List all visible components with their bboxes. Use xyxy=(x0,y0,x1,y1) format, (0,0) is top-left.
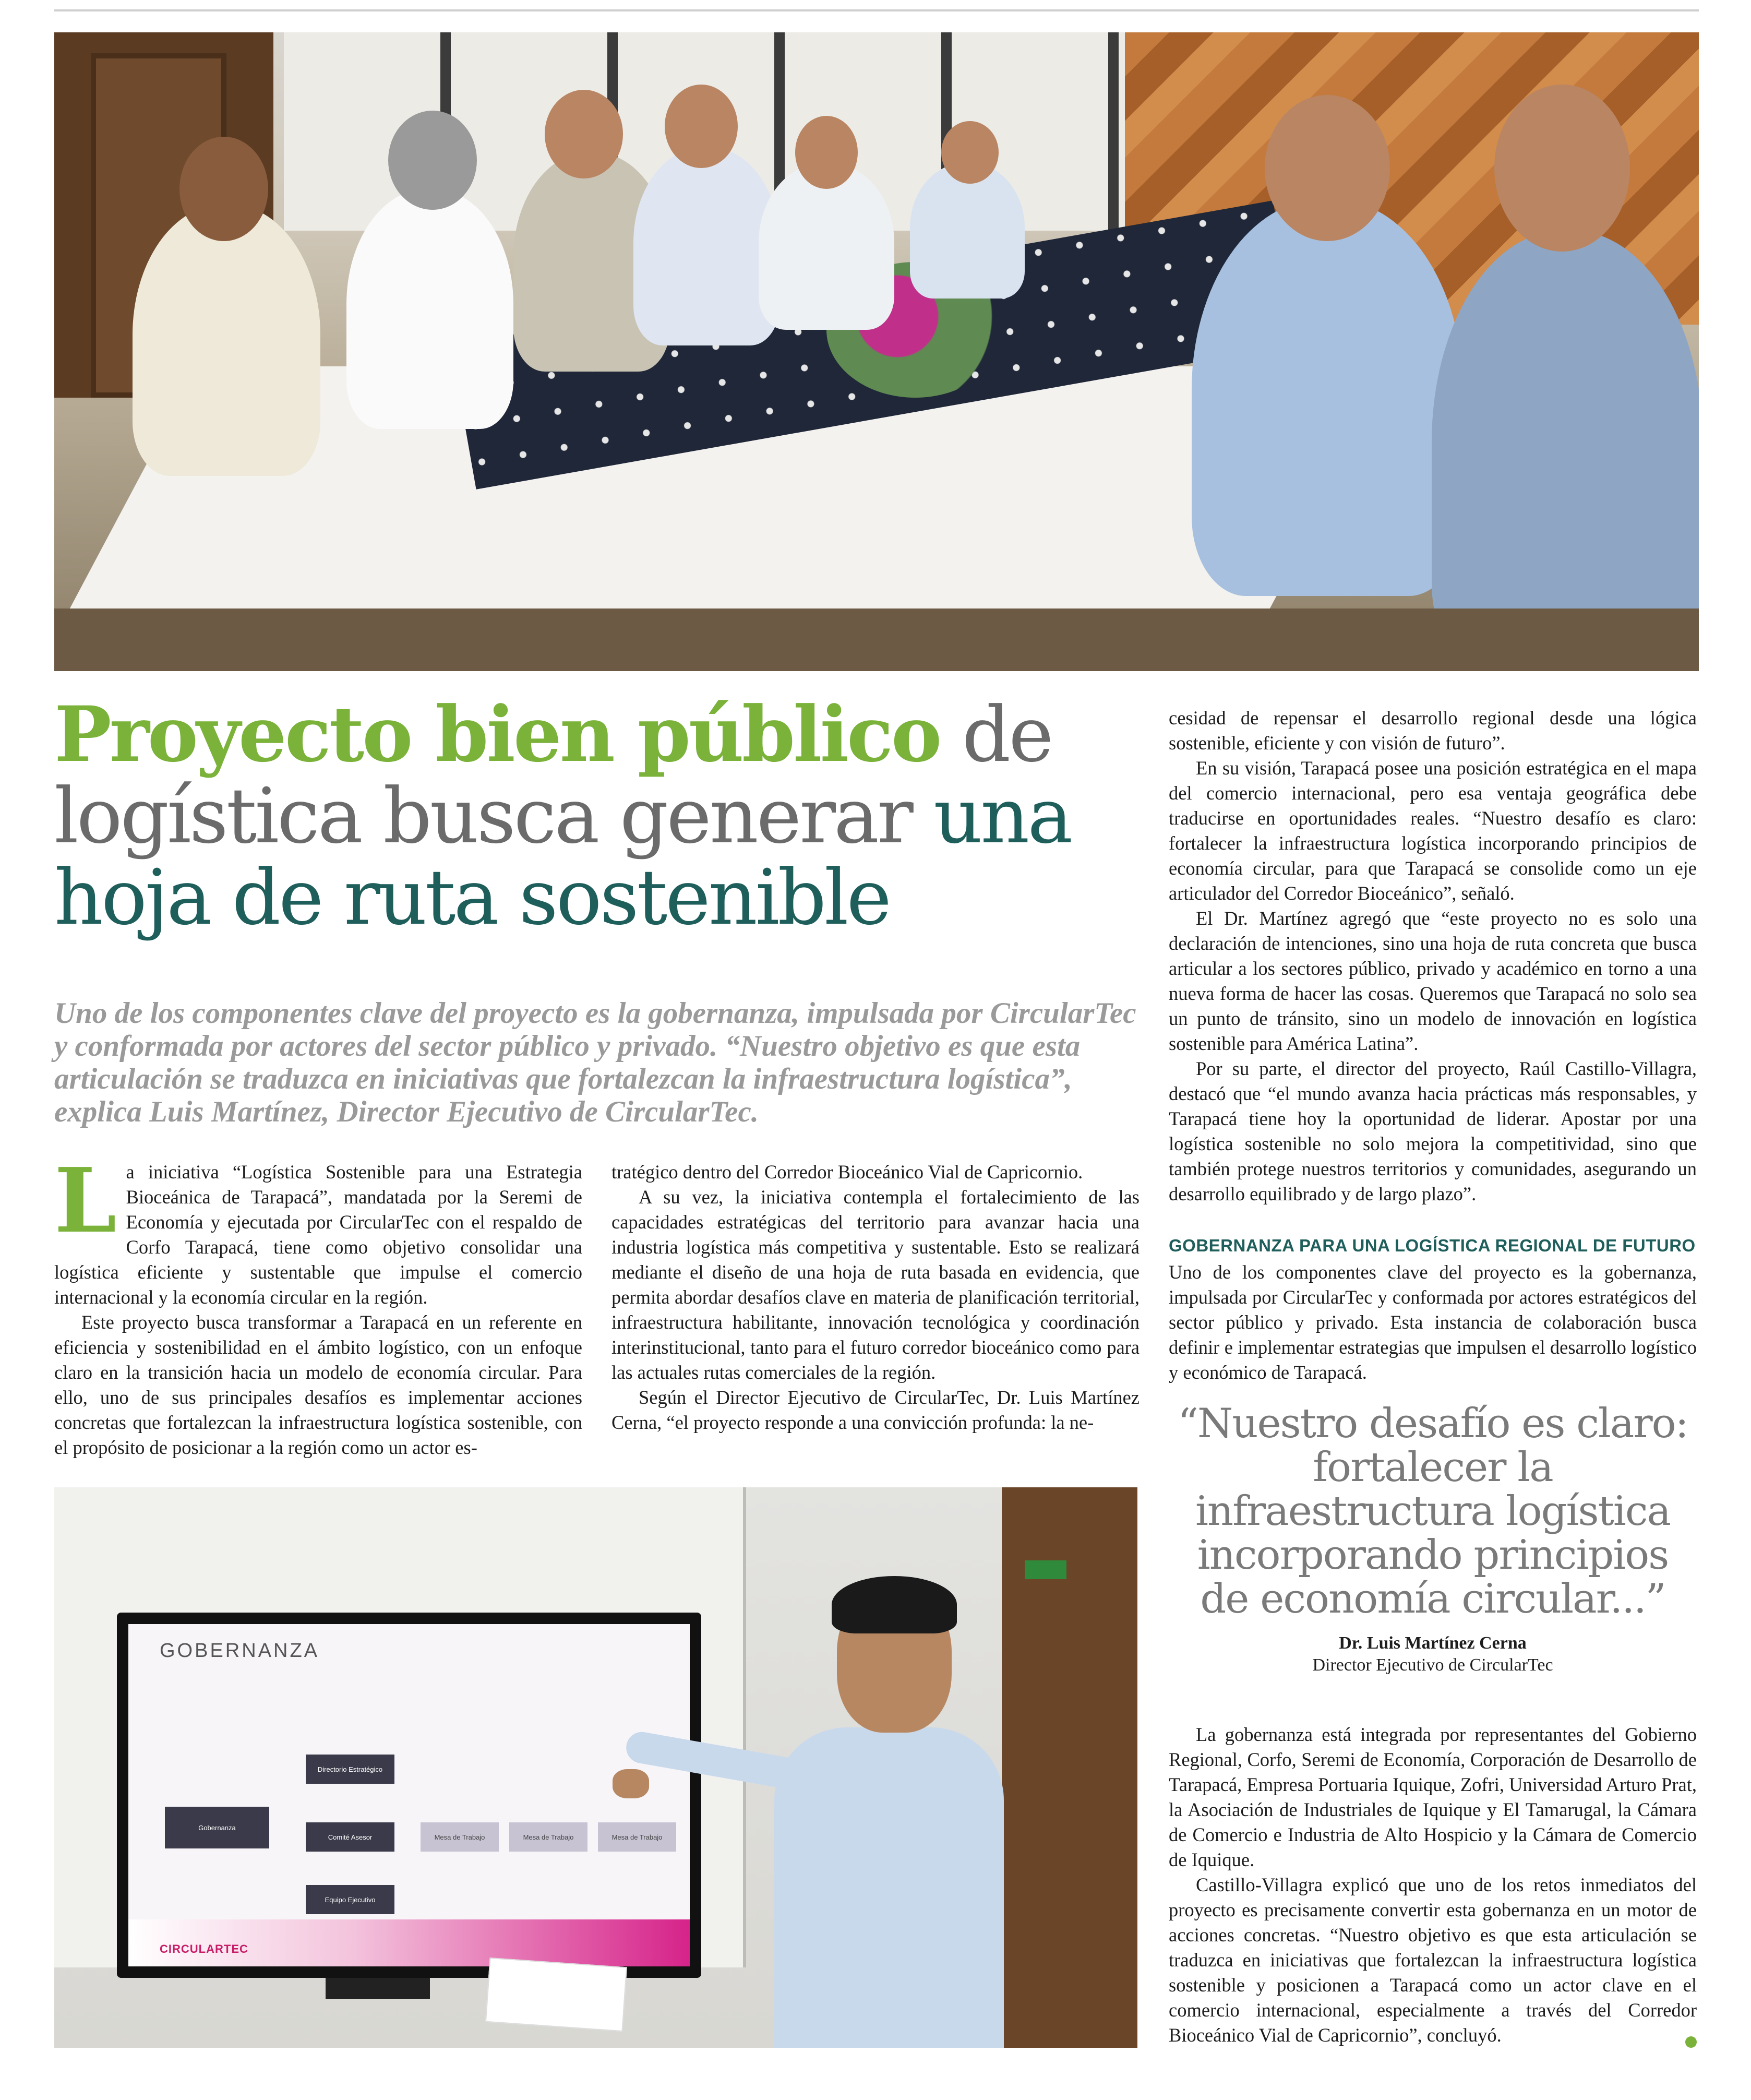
photo-person-head xyxy=(545,90,623,178)
photo-tv-stand xyxy=(326,1978,430,1999)
pull-quote-role: Director Ejecutivo de CircularTec xyxy=(1312,1655,1553,1675)
photo-wood-wall xyxy=(1002,1487,1137,2048)
lede: Uno de los componentes clave del proyecto es la gobernanza, impulsada por CircularTec y conformada por actores del sector público y privado. “Nuestro objetivo es que esta articulación se traduzca en iniciativas que fortalezcan la infraestructura logística”, explica Luis Martínez, Director Ejecutivo de CircularTec. xyxy=(54,997,1136,1128)
slide-box: Gobernanza xyxy=(165,1807,269,1848)
headline-end: una hoja de ruta sostenible xyxy=(54,772,1071,942)
top-rule xyxy=(54,9,1699,11)
photo-presenter-hand xyxy=(613,1769,649,1798)
pull-quote-name: Dr. Luis Martínez Cerna xyxy=(1339,1633,1527,1653)
end-mark xyxy=(1685,2036,1697,2048)
photo-person xyxy=(346,189,513,429)
paragraph: El Dr. Martínez agregó que “este proyecto no es solo una declaración de intenciones, sino una hoja de ruta concreta que busca articular a los sectores público, privado y académico en torno a una nueva forma de hacer las cosas. Queremos que Tarapacá no solo sea un punto de tránsito, sino un modelo de innovación en logística sostenible para América Latina”. xyxy=(1169,908,1697,1054)
slide-box: Comité Asesor xyxy=(306,1822,394,1852)
body-column-3-section xyxy=(1169,1260,1697,1385)
body-column-3 xyxy=(1169,706,1697,1207)
slide-logo: CIRCULARTEC xyxy=(160,1942,248,1955)
photo-paper xyxy=(485,1958,627,2032)
slide-box: Mesa de Trabajo xyxy=(509,1822,587,1852)
paragraph: cesidad de repensar el desarrollo regional desde una lógica sostenible, eficiente y con visión de futuro”. xyxy=(1169,707,1697,754)
photo-person-head xyxy=(665,85,738,168)
headline-middle: de logística busca generar xyxy=(54,690,1052,861)
paragraph-text: a iniciativa “Logística Sostenible para una Estrategia Bioceánica de Tarapacá”, mandatada por la Seremi de Economía y ejecutada por CircularTec con el respaldo de Corfo Tarapacá, tiene como objetivo consolidar una logística eficiente y sustentable que impulse el comercio internacional y la economía circular en la región. xyxy=(54,1161,582,1308)
body-column-2 xyxy=(611,1160,1140,1435)
photo-tv xyxy=(117,1613,701,1978)
body-column-3-end xyxy=(1169,1722,1697,2048)
paragraph: Este proyecto busca transformar a Tarapacá en un referente en eficiencia y sostenibilidad en el ámbito logístico, con un enfoque claro en la transición hacia un modelo de economía circular. Para ello, uno de sus principales desafíos es implementar acciones concretas que fortalezcan la infraestructura logística sostenible, con el propósito de posicionar a la región como un actor es- xyxy=(54,1311,582,1458)
paragraph: Según el Director Ejecutivo de CircularTec, Dr. Luis Martínez Cerna, “el proyecto responde a una convicción profunda: la ne- xyxy=(611,1387,1140,1433)
meeting-photo xyxy=(54,32,1699,671)
slide-box: Directorio Estratégico xyxy=(306,1755,394,1784)
paragraph xyxy=(54,1149,582,1310)
paragraph: tratégico dentro del Corredor Bioceánico Vial de Capricornio. xyxy=(611,1161,1083,1183)
photo-slide xyxy=(128,1624,690,1966)
photo-person xyxy=(133,205,320,476)
body-column-1 xyxy=(54,1149,582,1460)
paragraph: En su visión, Tarapacá posee una posición estratégica en el mapa del comercio internacional, pero esa ventaja geográfica debe traducirse en oportunidades reales. “Nuestro desafío es claro: fortalecer la infraestructura logística incorporando principios de economía circular, para que Tarapacá se consolide como un eje articulador del Corredor Bioceánico”, señaló. xyxy=(1169,757,1697,904)
slide-box: Mesa de Trabajo xyxy=(421,1822,499,1852)
photo-person xyxy=(633,147,779,345)
paragraph: A su vez, la iniciativa contempla el fortalecimiento de las capacidades estratégicas del territorio para avanzar hacia una industria logística más competitiva y sustentable. Esto se realizará mediante el diseño de una hoja de ruta basada en evidencia, que permita abordar desafíos clave en materia de planificación territorial, infraestructura habilitante, innovación tecnológica y coordinación interinstitucional, tanto para el futuro corredor bioceánico como para las actuales rutas comerciales de la región. xyxy=(611,1186,1140,1383)
photo-person-head xyxy=(388,111,477,210)
photo-person-head xyxy=(941,121,999,184)
paragraph: La gobernanza está integrada por representantes del Gobierno Regional, Corfo, Seremi de Economía, Corporación de Desarrollo de Tarapacá, Empresa Portuaria Iquique, Zofri, Universidad Arturo Prat, la Asociación de Industriales de Iquique y El Tamarugal, la Cámara de Comercio e Industria de Alto Hospicio y la Cámara de Comercio de Iquique. xyxy=(1169,1724,1697,1870)
paragraph: Por su parte, el director del proyecto, Raúl Castillo-Villagra, destacó que “el mundo avanza hacia prácticas más responsables, y Tarapacá tiene hoy la oportunidad de liderar. Apostar por una logística sostenible no solo mejora la competitividad, sino que también protege nuestros territorios y comunidades, asegurando un desarrollo equilibrado y de largo plazo”. xyxy=(1169,1058,1697,1204)
slide-title: GOBERNANZA xyxy=(160,1640,320,1662)
photo-person xyxy=(1192,199,1463,596)
presentation-photo xyxy=(54,1487,1137,2048)
slide-box: Equipo Ejecutivo xyxy=(306,1885,394,1914)
dropcap: L xyxy=(54,1149,117,1253)
section-subhead: GOBERNANZA PARA UNA LOGÍSTICA REGIONAL DE FUTURO xyxy=(1169,1236,1696,1255)
headline xyxy=(54,690,1140,942)
photo-person-head xyxy=(1494,85,1630,252)
pull-quote: “Nuestro desafío es claro: fortalecer la infraestructura logística incorporando principios de economía circular...” xyxy=(1178,1400,1688,1622)
photo-person-head xyxy=(179,137,268,241)
photo-person-head xyxy=(1265,95,1390,241)
photo-person-head xyxy=(795,116,858,189)
photo-floor xyxy=(54,608,1699,671)
photo-exit-sign xyxy=(1025,1560,1066,1579)
paragraph: Castillo-Villagra explicó que uno de los retos inmediatos del proyecto es precisamente convertir esta gobernanza en un motor de acciones concretas. “Nuestro objetivo es que esta articulación se traduzca en iniciativas que fortalezcan la infraestructura logística sostenible y posicionen a Tarapacá como un actor clave en el comercio internacional, especialmente a través del Corredor Bioceánico Vial de Capricornio”, concluyó. xyxy=(1169,1874,1697,2046)
photo-presenter-hair xyxy=(832,1576,957,1633)
headline-highlight: Proyecto bien público xyxy=(54,690,940,779)
photo-person xyxy=(1432,231,1699,671)
paragraph: Uno de los componentes clave del proyecto es la gobernanza, impulsada por CircularTec y conformada por actores estratégicos del sector público y privado. Esta instancia de colaboración busca definir e implementar estrategias que impulsen el desarrollo logístico y económico de Tarapacá. xyxy=(1169,1261,1697,1383)
slide-box: Mesa de Trabajo xyxy=(598,1822,676,1852)
